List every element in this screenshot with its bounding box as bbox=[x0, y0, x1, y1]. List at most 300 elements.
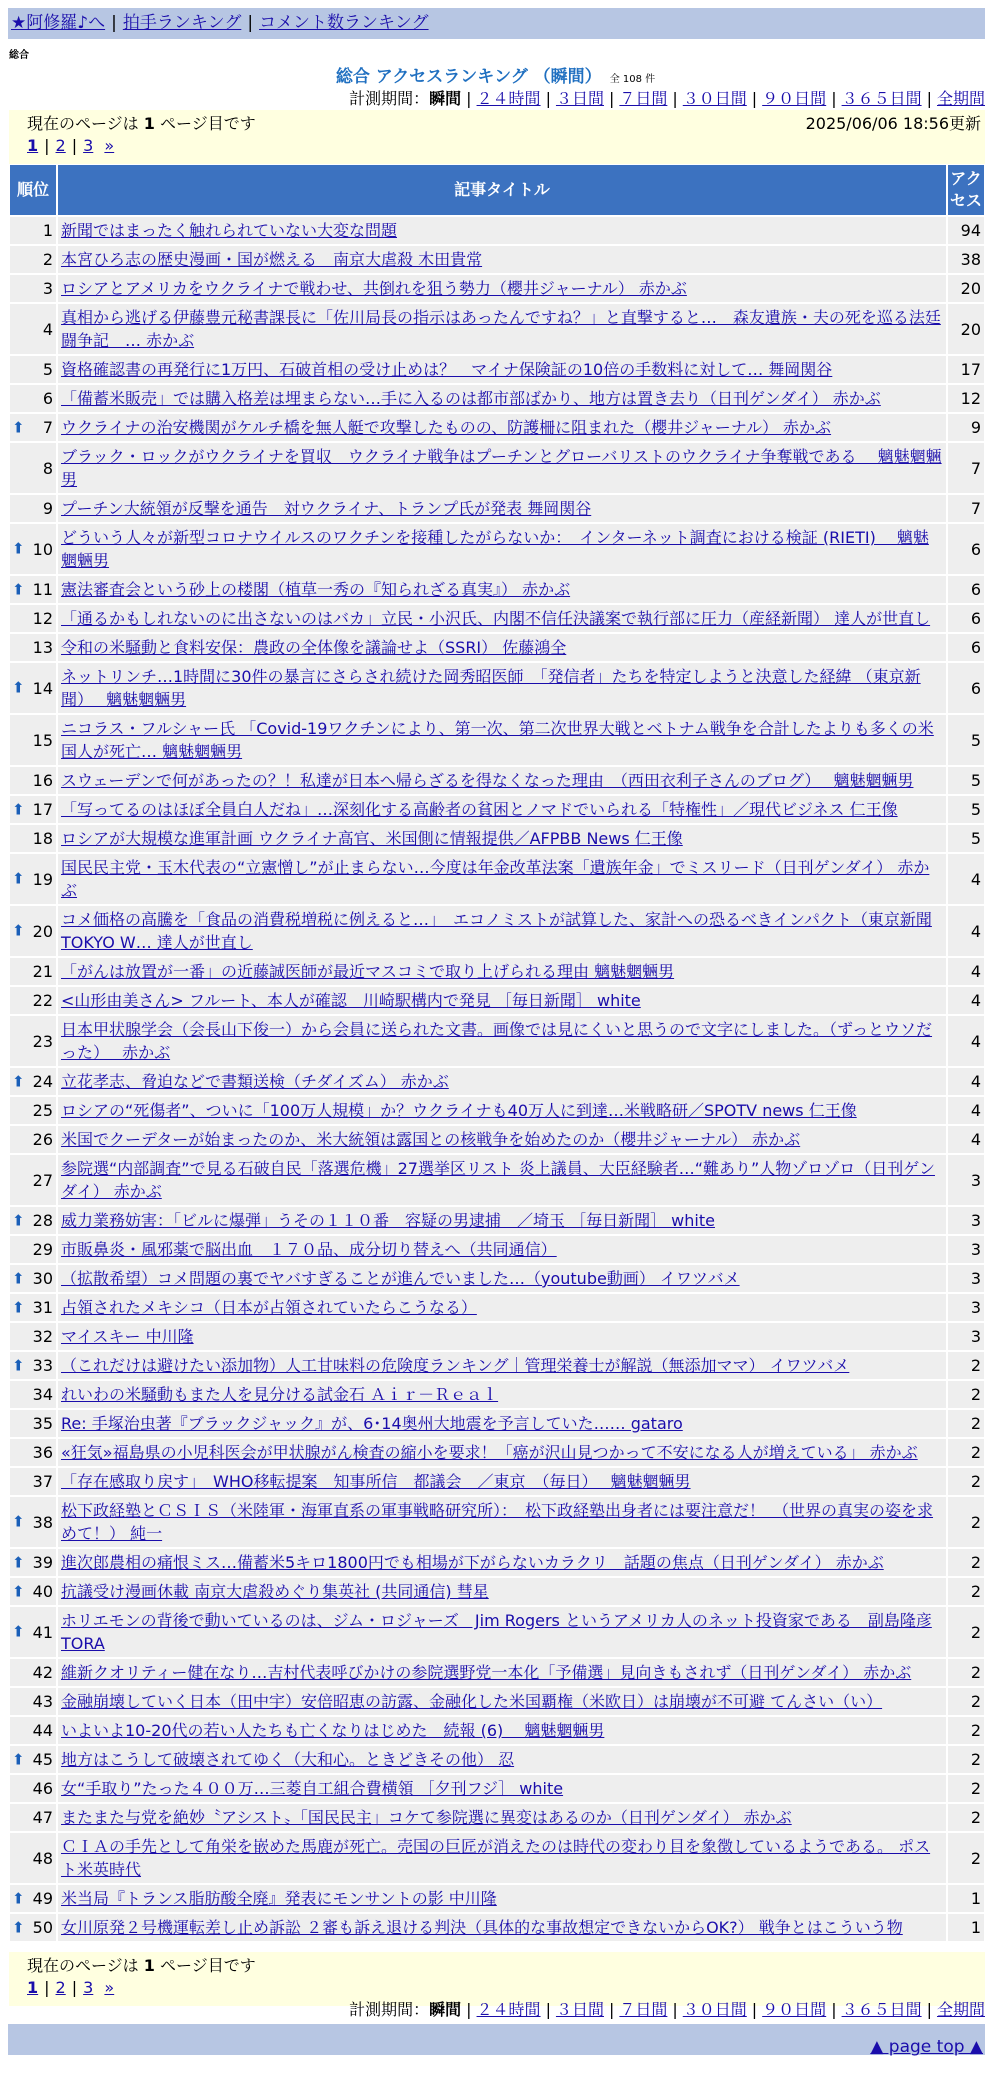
access-count: 7 bbox=[948, 495, 984, 522]
rank-number: 43 bbox=[10, 1688, 56, 1715]
rank-up-icon: ⬆ bbox=[12, 1918, 25, 1936]
article-link[interactable]: 本宮ひろ志の歴史漫画・国が燃える 南京大虐殺 木田貴常 bbox=[61, 250, 483, 269]
article-title-cell bbox=[58, 1381, 946, 1408]
rank-number: 6 bbox=[10, 385, 56, 412]
pager-next[interactable]: » bbox=[104, 1978, 115, 1997]
rank-number: ⬆ 50 bbox=[10, 1914, 56, 1941]
article-link[interactable]: 令和の米騒動と食料安保：農政の全体像を議論せよ（SSRI） 佐藤鴻全 bbox=[61, 638, 567, 657]
rank-up-icon: ⬆ bbox=[12, 539, 25, 558]
period-link-0[interactable]: ２４時間 bbox=[476, 2000, 541, 2019]
article-link[interactable]: 金融崩壊していく日本（田中宇）安倍昭恵の訪露、金融化した米国覇権（米欧日）は崩壊が不可避 てんさい（い） bbox=[61, 1692, 883, 1711]
total-count: 全 108 件 bbox=[609, 74, 656, 85]
access-count: 4 bbox=[948, 1126, 984, 1153]
article-title-cell bbox=[58, 854, 946, 904]
table-row bbox=[10, 1294, 984, 1321]
article-title-cell bbox=[58, 605, 946, 632]
article-link[interactable]: ロシアとアメリカをウクライナで戦わせ、共倒れを狙う勢力（櫻井ジャーナル） 赤かぶ bbox=[61, 279, 687, 298]
rank-number: 16 bbox=[10, 767, 56, 794]
pager-page-3[interactable]: 3 bbox=[83, 1978, 94, 1997]
pager-page-2[interactable]: 2 bbox=[55, 1978, 66, 1997]
table-row bbox=[10, 275, 984, 302]
period-selector-bottom: 計測期間：瞬間 | ２４時間 | ３日間 | ７日間 | ３０日間 | ９０日間 | ３６５日間 | 全期間 bbox=[349, 2000, 985, 2019]
rank-up-icon: ⬆ bbox=[12, 1622, 25, 1641]
article-title-cell bbox=[58, 987, 946, 1014]
access-count: 3 bbox=[948, 1155, 984, 1205]
header-rank: 順位 bbox=[10, 165, 56, 215]
pager-current[interactable]: 1 bbox=[27, 1978, 39, 1997]
article-link[interactable]: スウェーデンで何があったの？！私達が日本へ帰らざるを得なくなった理由 （西田衣利子さんのブログ） 魑魅魍魎男 bbox=[61, 771, 914, 790]
rank-up-icon: ⬆ bbox=[12, 580, 25, 598]
article-title-cell bbox=[58, 1746, 946, 1773]
rank-number: ⬆ 24 bbox=[10, 1068, 56, 1095]
access-count: 38 bbox=[948, 246, 984, 273]
access-count: 2 bbox=[948, 1439, 984, 1466]
rank-number: 3 bbox=[10, 275, 56, 302]
period-selector-top: 計測期間：瞬間 | ２４時間 | ３日間 | ７日間 | ３０日間 | ９０日間 | ３６５日間 | 全期間 bbox=[349, 89, 985, 108]
access-count: 20 bbox=[948, 275, 984, 302]
access-count: 2 bbox=[948, 1578, 984, 1605]
article-link[interactable]: 市販鼻炎・風邪薬で脳出血 １７０品、成分切り替えへ（共同通信） bbox=[61, 1240, 557, 1259]
table-row bbox=[10, 1885, 984, 1912]
article-title-cell bbox=[58, 385, 946, 412]
rank-up-icon: ⬆ bbox=[12, 921, 25, 940]
table-row bbox=[10, 217, 984, 244]
rank-up-icon: ⬆ bbox=[12, 1889, 25, 1907]
access-count: 4 bbox=[948, 1097, 984, 1124]
rank-number: ⬆ 28 bbox=[10, 1207, 56, 1234]
access-count: 12 bbox=[948, 385, 984, 412]
article-title-cell bbox=[58, 1804, 946, 1831]
rank-number: 48 bbox=[10, 1833, 56, 1883]
rank-number: 26 bbox=[10, 1126, 56, 1153]
pager-page-3[interactable]: 3 bbox=[83, 136, 94, 155]
article-title-cell bbox=[58, 1207, 946, 1234]
rank-up-icon: ⬆ bbox=[12, 1582, 25, 1600]
article-title-cell bbox=[58, 443, 946, 493]
article-title-cell bbox=[58, 1323, 946, 1350]
article-title-cell bbox=[58, 1497, 946, 1547]
rank-number: 12 bbox=[10, 605, 56, 632]
period-link-6[interactable]: 全期間 bbox=[936, 89, 985, 108]
rank-number: ⬆ 20 bbox=[10, 906, 56, 956]
rank-number: ⬆ 49 bbox=[10, 1885, 56, 1912]
article-title-cell bbox=[58, 1833, 946, 1883]
article-title-cell bbox=[58, 1126, 946, 1153]
rank-number: ⬆ 40 bbox=[10, 1578, 56, 1605]
table-row bbox=[10, 385, 984, 412]
table-row bbox=[10, 1607, 984, 1657]
access-count: 9 bbox=[948, 414, 984, 441]
period-current: 瞬間 bbox=[429, 89, 462, 108]
article-link[interactable]: 国民民主党・玉木代表の“立憲憎し”が止まらない…今度は年金改革法案「遺族年金」でミスリード（日刊ゲンダイ） 赤かぶ bbox=[61, 858, 930, 900]
article-link[interactable]: 威力業務妨害：「ビルに爆弾」うその１１０番 容疑の男逮捕 ／埼玉 ［毎日新聞］ white bbox=[61, 1211, 715, 1230]
article-link[interactable]: （拡散希望）コメ問題の裏でヤバすぎることが進んでいました…（youtube動画） イワツバメ bbox=[61, 1269, 740, 1288]
table-row bbox=[10, 715, 984, 765]
footer-bar bbox=[8, 2024, 985, 2055]
table-row bbox=[10, 524, 984, 574]
rank-number: 29 bbox=[10, 1236, 56, 1263]
rank-number: 36 bbox=[10, 1439, 56, 1466]
article-link[interactable]: れいわの米騒動もまた人を見分ける試金石 Ａｉｒ－Ｒｅａｌ bbox=[61, 1385, 499, 1404]
article-title-cell bbox=[58, 524, 946, 574]
article-link[interactable]: ロシアの“死傷者”、ついに「100万人規模」か？ウクライナも40万人に到達…米戦略研／SPOTV news 仁王像 bbox=[61, 1101, 857, 1120]
article-title-cell bbox=[58, 217, 946, 244]
article-title-cell bbox=[58, 1352, 946, 1379]
article-title-cell bbox=[58, 246, 946, 273]
period-link-3[interactable]: ３０日間 bbox=[682, 2000, 747, 2019]
article-link[interactable]: ＣＩＡの手先として角栄を嵌めた馬鹿が死亡。売国の巨匠が消えたのは時代の変わり目を象徴しているようである。 ポスト米英時代 bbox=[61, 1837, 931, 1879]
article-link[interactable]: ニコラス・フルシャー氏 「Covid-19ワクチンにより、第一次、第二次世界大戦とベトナム戦争を合計したよりも多くの米国人が死亡… 魑魅魍魎男 bbox=[61, 719, 934, 761]
article-link[interactable]: 「がんは放置が一番」の近藤誠医師が最近マスコミで取り上げられる理由 魑魅魍魎男 bbox=[61, 962, 675, 981]
article-link[interactable]: <山形由美さん> フルート、本人が確認 川崎駅構内で発見 ［毎日新聞］ white bbox=[61, 991, 641, 1010]
article-title-cell bbox=[58, 495, 946, 522]
access-count: 2 bbox=[948, 1804, 984, 1831]
home-link[interactable]: ★阿修羅♪へ bbox=[11, 13, 106, 33]
rank-number: 37 bbox=[10, 1468, 56, 1495]
rank-number: ⬆ 17 bbox=[10, 796, 56, 823]
table-row bbox=[10, 634, 984, 661]
rank-number: ⬆ 41 bbox=[10, 1607, 56, 1657]
rank-up-icon: ⬆ bbox=[12, 1750, 25, 1768]
access-count: 2 bbox=[948, 1410, 984, 1437]
article-link[interactable]: マイスキー 中川隆 bbox=[61, 1327, 194, 1346]
table-row bbox=[10, 1016, 984, 1066]
table-row bbox=[10, 1833, 984, 1883]
table-row bbox=[10, 796, 984, 823]
article-title-cell bbox=[58, 1659, 946, 1686]
table-row bbox=[10, 1659, 984, 1686]
rank-number: ⬆ 30 bbox=[10, 1265, 56, 1292]
article-link[interactable]: 憲法審査会という砂上の楼閣（植草一秀の『知られざる真実』） 赤かぶ bbox=[61, 580, 571, 599]
article-title-cell bbox=[58, 958, 946, 985]
period-link-2[interactable]: ７日間 bbox=[619, 2000, 668, 2019]
article-link[interactable]: 占領されたメキシコ（日本が占領されていたらこうなる） bbox=[61, 1298, 477, 1317]
article-title-cell bbox=[58, 825, 946, 852]
top-nav-bar: ★阿修羅♪へ | 拍手ランキング | コメント数ランキング bbox=[8, 8, 985, 39]
access-count: 4 bbox=[948, 1068, 984, 1095]
table-row bbox=[10, 304, 984, 354]
rank-number: 21 bbox=[10, 958, 56, 985]
page-status-text: 現在のページは 1 ページ目です bbox=[27, 1956, 256, 1975]
article-link[interactable]: 女“手取り”たった４００万…三菱自工組合費横領 ［夕刊フジ］ white bbox=[61, 1779, 564, 1798]
article-title-cell bbox=[58, 1914, 946, 1941]
page-top-link[interactable]: ▲ page top ▲ bbox=[870, 2037, 983, 2057]
period-current: 瞬間 bbox=[429, 2000, 462, 2019]
article-title-cell bbox=[58, 1155, 946, 1205]
pager-next[interactable]: » bbox=[104, 136, 115, 155]
rank-number: 15 bbox=[10, 715, 56, 765]
access-count: 4 bbox=[948, 1016, 984, 1066]
rank-up-icon: ⬆ bbox=[12, 1072, 25, 1090]
article-link[interactable]: 「通るかもしれないのに出さないのはバカ」立民・小沢氏、内閣不信任決議案で執行部に圧力（産経新聞） 達人が世直し bbox=[61, 609, 931, 628]
comment-ranking-link[interactable]: コメント数ランキング bbox=[259, 13, 429, 33]
table-row bbox=[10, 576, 984, 603]
rank-number: 1 bbox=[10, 217, 56, 244]
page-info-top bbox=[9, 110, 985, 164]
rank-up-icon: ⬆ bbox=[12, 1512, 25, 1531]
pager-top: 1 | 2 | 3 » bbox=[27, 136, 115, 155]
article-link[interactable]: «狂気»福島県の小児科医会が甲状腺がん検査の縮小を要求！「癌が沢山見つかって不安になる人が増えている」 赤かぶ bbox=[61, 1443, 918, 1462]
access-count: 3 bbox=[948, 1207, 984, 1234]
access-count: 6 bbox=[948, 605, 984, 632]
article-link[interactable]: 資格確認書の再発行に1万円、石破首相の受け止めは？ マイナ保険証の10倍の手数料に対して… 舞岡関谷 bbox=[61, 360, 833, 379]
access-count: 3 bbox=[948, 1294, 984, 1321]
access-count: 5 bbox=[948, 715, 984, 765]
article-link[interactable]: プーチン大統領が反撃を通告 対ウクライナ、トランプ氏が発表 舞岡関谷 bbox=[61, 499, 592, 518]
rank-number: 46 bbox=[10, 1775, 56, 1802]
pager-page-2[interactable]: 2 bbox=[55, 136, 66, 155]
article-link[interactable]: 新聞ではまったく触れられていない大変な問題 bbox=[61, 221, 398, 240]
table-row bbox=[10, 1775, 984, 1802]
rank-number: ⬆ 33 bbox=[10, 1352, 56, 1379]
table-row bbox=[10, 1410, 984, 1437]
access-count: 4 bbox=[948, 854, 984, 904]
table-row bbox=[10, 1746, 984, 1773]
article-title-cell bbox=[58, 634, 946, 661]
access-count: 2 bbox=[948, 1717, 984, 1744]
table-row bbox=[10, 1439, 984, 1466]
rank-number: 32 bbox=[10, 1323, 56, 1350]
table-row bbox=[10, 414, 984, 441]
table-row bbox=[10, 246, 984, 273]
rank-up-icon: ⬆ bbox=[12, 1269, 25, 1287]
page-title: 総合 アクセスランキング （瞬間） 全 108 件 bbox=[335, 67, 656, 87]
access-count: 3 bbox=[948, 1323, 984, 1350]
article-link[interactable]: ネットリンチ…1時間に30件の暴言にさらされ続けた岡秀昭医師 「発信者」たちを特定しようと決意した経緯 （東京新聞） 魑魅魍魎男 bbox=[61, 667, 921, 709]
article-title-cell bbox=[58, 275, 946, 302]
rank-number: 8 bbox=[10, 443, 56, 493]
rank-number: 47 bbox=[10, 1804, 56, 1831]
article-title-cell bbox=[58, 356, 946, 383]
article-title-cell bbox=[58, 1068, 946, 1095]
table-row bbox=[10, 1578, 984, 1605]
article-link[interactable]: ロシアが大規模な進軍計画 ウクライナ高官、米国側に情報提供／AFPBB News 仁王像 bbox=[61, 829, 683, 848]
rank-number: 2 bbox=[10, 246, 56, 273]
article-link[interactable]: 松下政経塾とＣＳＩＳ（米陸軍・海軍直系の軍事戦略研究所）： 松下政経塾出身者には要注意だ！ （世界の真実の姿を求めて！） 純一 bbox=[61, 1501, 934, 1543]
updated-timestamp: 2025/06/06 18:56更新 bbox=[805, 114, 981, 133]
table-row bbox=[10, 443, 984, 493]
article-link[interactable]: 維新クオリティー健在なり…吉村代表呼びかけの参院選野党一本化「予備選」見向きもされず（日刊ゲンダイ） 赤かぶ bbox=[61, 1663, 912, 1682]
period-link-5[interactable]: ３６５日間 bbox=[841, 89, 922, 108]
period-link-1[interactable]: ３日間 bbox=[555, 89, 604, 108]
clap-ranking-link[interactable]: 拍手ランキング bbox=[122, 13, 242, 33]
article-title-cell bbox=[58, 1578, 946, 1605]
article-link[interactable]: 「存在感取り戻す」 WHO移転提案 知事所信 都議会 ／東京 （毎日） 魑魅魍魎男 bbox=[61, 1472, 691, 1491]
rank-up-icon: ⬆ bbox=[12, 418, 25, 436]
rank-number: 13 bbox=[10, 634, 56, 661]
table-row bbox=[10, 1717, 984, 1744]
rank-number: 23 bbox=[10, 1016, 56, 1066]
article-link[interactable]: ホリエモンの背後で動いているのは、ジム・ロジャーズ Jim Rogers というアメリカ人のネット投資家である 副島隆彦 TORA bbox=[61, 1611, 932, 1653]
rank-number: ⬆ 45 bbox=[10, 1746, 56, 1773]
table-row bbox=[10, 1323, 984, 1350]
header-title: 記事タイトル bbox=[58, 165, 946, 215]
period-link-6[interactable]: 全期間 bbox=[936, 2000, 985, 2019]
table-row bbox=[10, 1549, 984, 1576]
table-row bbox=[10, 1207, 984, 1234]
rank-number: ⬆ 39 bbox=[10, 1549, 56, 1576]
period-link-2[interactable]: ７日間 bbox=[619, 89, 668, 108]
article-link[interactable]: いよいよ10-20代の若い人たちも亡くなりはじめた 続報 (6) 魑魅魍魎男 bbox=[61, 1721, 605, 1740]
table-row bbox=[10, 906, 984, 956]
access-count: 5 bbox=[948, 796, 984, 823]
period-link-0[interactable]: ２４時間 bbox=[476, 89, 541, 108]
article-title-cell bbox=[58, 715, 946, 765]
article-title-cell bbox=[58, 1775, 946, 1802]
period-label: 計測期間： bbox=[349, 2000, 430, 2019]
table-row bbox=[10, 663, 984, 713]
article-title-cell bbox=[58, 1688, 946, 1715]
access-count: 2 bbox=[948, 1468, 984, 1495]
article-title-cell bbox=[58, 906, 946, 956]
access-count: 6 bbox=[948, 634, 984, 661]
article-title-cell bbox=[58, 767, 946, 794]
rank-number: 44 bbox=[10, 1717, 56, 1744]
access-count: 2 bbox=[948, 1833, 984, 1883]
rank-number: ⬆ 11 bbox=[10, 576, 56, 603]
article-link[interactable]: 日本甲状腺学会（会長山下俊一）から会員に送られた文書。画像では見にくいと思うので文字にしました。（ずっとウソだった） 赤かぶ bbox=[61, 1020, 933, 1062]
article-title-cell bbox=[58, 1717, 946, 1744]
access-count: 6 bbox=[948, 576, 984, 603]
access-count: 20 bbox=[948, 304, 984, 354]
period-label: 計測期間： bbox=[349, 89, 430, 108]
rank-number: 5 bbox=[10, 356, 56, 383]
article-link[interactable]: 米国でクーデターが始まったのか、米大統領は露国との核戦争を始めたのか（櫻井ジャーナル） 赤かぶ bbox=[61, 1130, 801, 1149]
access-count: 2 bbox=[948, 1688, 984, 1715]
access-count: 1 bbox=[948, 1914, 984, 1941]
article-link[interactable]: 女川原発２号機運転差し止め訴訟 ２審も訴え退ける判決（具体的な事故想定できないからOK?） 戦争とはこういう物 bbox=[61, 1918, 903, 1937]
article-link[interactable]: 「備蓄米販売」では購入格差は埋まらない…手に入るのは都市部ばかり、地方は置き去り（日刊ゲンダイ） 赤かぶ bbox=[61, 389, 881, 408]
article-link[interactable]: コメ価格の高騰を「食品の消費税増税に例えると…」 エコノミストが試算した、家計への恐るべきインパクト（東京新聞 TOKYO W… 達人が世直し bbox=[61, 910, 932, 952]
table-row bbox=[10, 767, 984, 794]
access-count: 2 bbox=[948, 1497, 984, 1547]
article-link[interactable]: 真相から逃げる伊藤豊元秘書課長に「佐川局長の指示はあったんですね？」と直撃すると… 森友遺族・夫の死を巡る法廷闘争記 … 赤かぶ bbox=[61, 308, 941, 350]
rank-number: ⬆ 10 bbox=[10, 524, 56, 574]
table-row bbox=[10, 825, 984, 852]
access-count: 2 bbox=[948, 1775, 984, 1802]
article-title-cell bbox=[58, 1097, 946, 1124]
article-title-cell bbox=[58, 1016, 946, 1066]
article-title-cell bbox=[58, 1236, 946, 1263]
rank-up-icon: ⬆ bbox=[12, 678, 25, 697]
rank-number: ⬆ 38 bbox=[10, 1497, 56, 1547]
article-link[interactable]: ウクライナの治安機関がケルチ橋を無人艇で攻撃したものの、防護柵に阻まれた（櫻井ジャーナル） 赤かぶ bbox=[61, 418, 832, 437]
access-count: 4 bbox=[948, 958, 984, 985]
article-link[interactable]: 立花孝志、脅迫などで書類送検（チダイズム） 赤かぶ bbox=[61, 1072, 449, 1091]
access-count: 4 bbox=[948, 906, 984, 956]
header-access: アクセス bbox=[948, 165, 984, 215]
rank-up-icon: ⬆ bbox=[12, 1553, 25, 1571]
ranking-table bbox=[8, 163, 986, 1943]
table-row bbox=[10, 1126, 984, 1153]
rank-number: ⬆ 19 bbox=[10, 854, 56, 904]
rank-number: 4 bbox=[10, 304, 56, 354]
article-title-cell bbox=[58, 576, 946, 603]
rank-number: ⬆ 7 bbox=[10, 414, 56, 441]
table-row bbox=[10, 1068, 984, 1095]
article-link[interactable]: Re: 手塚治虫著『ブラックジャック』が、6･14奥州大地震を予言していた…… gataro bbox=[61, 1414, 683, 1433]
rank-number: ⬆ 14 bbox=[10, 663, 56, 713]
access-count: 6 bbox=[948, 663, 984, 713]
table-row bbox=[10, 1352, 984, 1379]
rank-number: 27 bbox=[10, 1155, 56, 1205]
article-title-cell bbox=[58, 1607, 946, 1657]
table-row bbox=[10, 1804, 984, 1831]
access-count: 2 bbox=[948, 1381, 984, 1408]
table-row bbox=[10, 1097, 984, 1124]
rank-up-icon: ⬆ bbox=[12, 1211, 25, 1229]
access-count: 1 bbox=[948, 1885, 984, 1912]
article-title-cell bbox=[58, 1294, 946, 1321]
access-count: 5 bbox=[948, 767, 984, 794]
access-count: 3 bbox=[948, 1236, 984, 1263]
article-link[interactable]: 「写ってるのはほぼ全員白人だね」…深刻化する高齢者の貧困とノマドでいられる「特権性」／現代ビジネス 仁王像 bbox=[61, 800, 898, 819]
article-link[interactable]: ブラック・ロックがウクライナを買収 ウクライナ戦争はプーチンとグローバリストのウクライナ争奪戦である 魑魅魍魎男 bbox=[61, 447, 942, 489]
article-title-cell bbox=[58, 1439, 946, 1466]
rank-number: 9 bbox=[10, 495, 56, 522]
rank-number: 34 bbox=[10, 1381, 56, 1408]
article-link[interactable]: 地方はこうして破壊されてゆく（大和心。ときどきその他） 忍 bbox=[61, 1750, 515, 1769]
article-title-cell bbox=[58, 1410, 946, 1437]
period-link-3[interactable]: ３０日間 bbox=[682, 89, 747, 108]
article-title-cell bbox=[58, 796, 946, 823]
rank-number: 25 bbox=[10, 1097, 56, 1124]
rank-number: 22 bbox=[10, 987, 56, 1014]
table-row bbox=[10, 1468, 984, 1495]
table-row bbox=[10, 1497, 984, 1547]
access-count: 2 bbox=[948, 1352, 984, 1379]
access-count: 94 bbox=[948, 217, 984, 244]
table-row bbox=[10, 1236, 984, 1263]
article-title-cell bbox=[58, 663, 946, 713]
breadcrumb: 総合 bbox=[9, 50, 29, 61]
article-link[interactable]: どういう人々が新型コロナウイルスのワクチンを接種したがらないか： インターネット調査における検証 (RIETI) 魑魅魍魎男 bbox=[61, 528, 929, 570]
pager-current[interactable]: 1 bbox=[27, 136, 39, 155]
period-link-4[interactable]: ９０日間 bbox=[762, 2000, 827, 2019]
rank-up-icon: ⬆ bbox=[12, 869, 25, 888]
table-row bbox=[10, 987, 984, 1014]
access-count: 17 bbox=[948, 356, 984, 383]
access-count: 3 bbox=[948, 1265, 984, 1292]
article-link[interactable]: 進次郎農相の痛恨ミス…備蓄米5キロ1800円でも相場が下がらないカラクリ 話題の焦点（日刊ゲンダイ） 赤かぶ bbox=[61, 1553, 884, 1572]
table-row bbox=[10, 1155, 984, 1205]
article-title-cell bbox=[58, 304, 946, 354]
table-row bbox=[10, 854, 984, 904]
article-link[interactable]: （これだけは避けたい添加物）人工甘味料の危険度ランキング｜管理栄養士が解説（無添加ママ） イワツバメ bbox=[61, 1356, 850, 1375]
table-row bbox=[10, 1688, 984, 1715]
access-count: 5 bbox=[948, 825, 984, 852]
article-title-cell bbox=[58, 1885, 946, 1912]
table-row bbox=[10, 958, 984, 985]
rank-up-icon: ⬆ bbox=[12, 1356, 25, 1374]
article-link[interactable]: 米当局『トランス脂肪酸全廃』発表にモンサントの影 中川隆 bbox=[61, 1889, 497, 1908]
period-link-1[interactable]: ３日間 bbox=[555, 2000, 604, 2019]
article-link[interactable]: 参院選“内部調査”で見る石破自民「落選危機」27選挙区リスト 炎上議員、大臣経験者…“難あり”人物ゾロゾロ（日刊ゲンダイ） 赤かぶ bbox=[61, 1159, 935, 1201]
article-title-cell bbox=[58, 1265, 946, 1292]
rank-number: 42 bbox=[10, 1659, 56, 1686]
article-link[interactable]: またまた与党を絶妙〝アシスト〟「国民民主」コケて参院選に異変はあるのか（日刊ゲンダイ） 赤かぶ bbox=[61, 1808, 792, 1827]
page-status-text: 現在のページは 1 ページ目です bbox=[27, 114, 256, 133]
table-row bbox=[10, 605, 984, 632]
period-link-5[interactable]: ３６５日間 bbox=[841, 2000, 922, 2019]
table-row bbox=[10, 1914, 984, 1941]
table-row bbox=[10, 1265, 984, 1292]
article-link[interactable]: 抗議受け漫画休載 南京大虐殺めぐり集英社 (共同通信) 彗星 bbox=[61, 1582, 489, 1601]
rank-number: 35 bbox=[10, 1410, 56, 1437]
access-count: 4 bbox=[948, 987, 984, 1014]
period-link-4[interactable]: ９０日間 bbox=[762, 89, 827, 108]
table-row bbox=[10, 1381, 984, 1408]
